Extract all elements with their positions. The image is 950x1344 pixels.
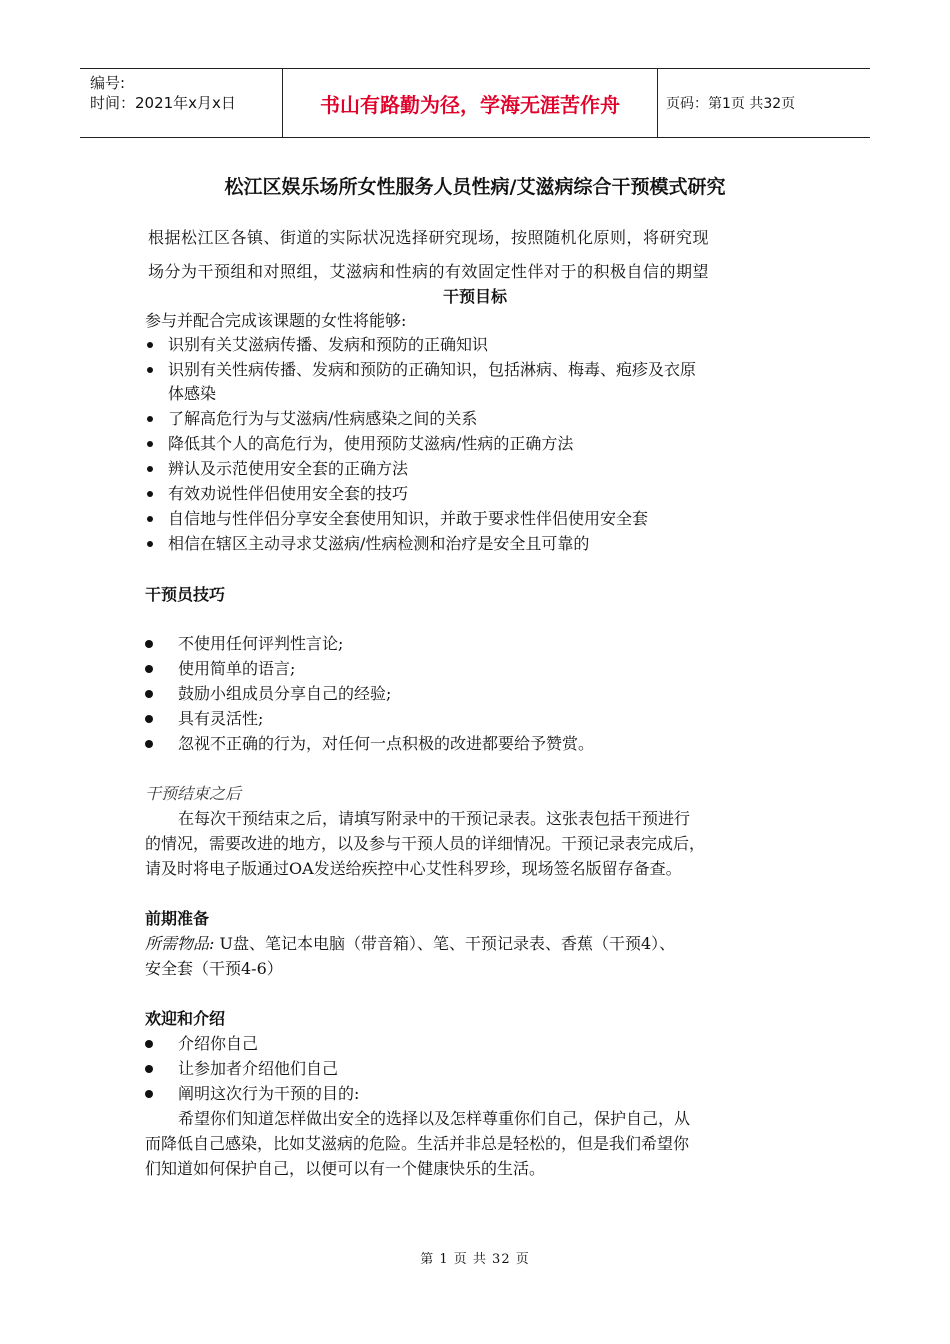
goal-item: 自信地与性伴侣分享安全套使用知识，并敢于要求性伴侣使用安全套	[168, 509, 649, 528]
skill-item: 忽视不正确的行为，对任何一点积极的改进都要给予赞赏。	[178, 734, 595, 753]
goal-item: 识别有关性病传播、发病和预防的正确知识，包括淋病、梅毒、疱疹及衣原	[168, 360, 697, 379]
after-line: 在每次干预结束之后，请填写附录中的干预记录表。这张表包括干预进行	[178, 809, 691, 828]
goal-item: 辨认及示范使用安全套的正确方法	[168, 459, 409, 478]
intro-line-1: 根据松江区各镇、街道的实际状况选择研究现场，按照随机化原则，将研究现	[148, 228, 710, 247]
skill-item: 鼓励小组成员分享自己的经验;	[178, 684, 392, 703]
skills-heading: 干预员技巧	[145, 585, 226, 604]
prep-items: U盘、笔记本电脑（带音箱）、笔、干预记录表、香蕉（干预4）、	[214, 934, 676, 953]
goals-lead: 参与并配合完成该课题的女性将能够:	[145, 311, 407, 330]
goals-heading: 干预目标	[442, 287, 507, 306]
prep-label: 所需物品:	[145, 934, 215, 953]
goal-item: 降低其个人的高危行为，使用预防艾滋病/性病的正确方法	[168, 434, 574, 453]
bullet-icon	[147, 491, 153, 497]
welcome-line: 希望你们知道怎样做出安全的选择以及怎样尊重你们自己，保护自己，从	[178, 1109, 691, 1128]
header-motto: 书山有路勤为径，学海无涯苦作舟	[283, 69, 658, 137]
bullet-icon	[145, 740, 153, 748]
bullet-icon	[145, 1065, 153, 1073]
intro-line-2: 场分为干预组和对照组，艾滋病和性病的有效固定性伴对于的积极自信的期望	[148, 262, 710, 281]
goal-item: 了解高危行为与艾滋病/性病感染之间的关系	[168, 409, 478, 428]
after-heading: 干预结束之后	[145, 784, 242, 803]
prep-line-2: 安全套（干预4-6）	[145, 959, 283, 978]
welcome-item: 介绍你自己	[178, 1034, 259, 1053]
bullet-icon	[147, 416, 153, 422]
prep-heading: 前期准备	[145, 909, 210, 928]
skill-item: 具有灵活性;	[178, 709, 264, 728]
header-page-info: 页码：第1页 共32页	[666, 96, 796, 112]
header-table	[80, 68, 870, 138]
bullet-icon	[147, 466, 153, 472]
bullet-icon	[147, 541, 153, 547]
welcome-heading: 欢迎和介绍	[145, 1009, 226, 1028]
after-line: 的情况，需要改进的地方，以及参与干预人员的详细情况。干预记录表完成后，	[145, 834, 706, 853]
bullet-icon	[145, 1040, 153, 1048]
skill-item: 使用简单的语言;	[178, 659, 296, 678]
bullet-icon	[147, 441, 153, 447]
document-title: 松江区娱乐场所女性服务人员性病/艾滋病综合干预模式研究	[224, 176, 726, 198]
goal-item: 相信在辖区主动寻求艾滋病/性病检测和治疗是安全且可靠的	[168, 534, 590, 553]
goal-item: 识别有关艾滋病传播、发病和预防的正确知识	[168, 335, 489, 354]
number-label: 编号:	[90, 74, 126, 92]
welcome-line: 们知道如何保护自己，以便可以有一个健康快乐的生活。	[145, 1159, 546, 1178]
time-label: 时间：2021年x月x日	[90, 94, 236, 112]
bullet-icon	[145, 715, 153, 723]
welcome-line: 而降低自己感染，比如艾滋病的危险。生活并非总是轻松的，但是我们希望你	[145, 1134, 690, 1153]
goal-item-continued: 体感染	[168, 384, 217, 403]
bullet-icon	[145, 665, 153, 673]
goal-item: 有效劝说性伴侣使用安全套的技巧	[168, 484, 409, 503]
bullet-icon	[145, 690, 153, 698]
prep-line-1	[145, 932, 675, 956]
bullet-icon	[145, 640, 153, 648]
after-line: 请及时将电子版通过OA发送给疾控中心艾性科罗珍，现场签名版留存备查。	[145, 859, 682, 878]
welcome-item: 让参加者介绍他们自己	[178, 1059, 339, 1078]
bullet-icon	[147, 516, 153, 522]
bullet-icon	[147, 342, 153, 348]
page-footer: 第 1 页 共 32 页	[420, 1252, 530, 1267]
bullet-icon	[147, 367, 153, 373]
skill-item: 不使用任何评判性言论;	[178, 634, 344, 653]
bullet-icon	[145, 1090, 153, 1098]
welcome-item: 阐明这次行为干预的目的:	[178, 1084, 360, 1103]
header-meta	[80, 69, 283, 137]
